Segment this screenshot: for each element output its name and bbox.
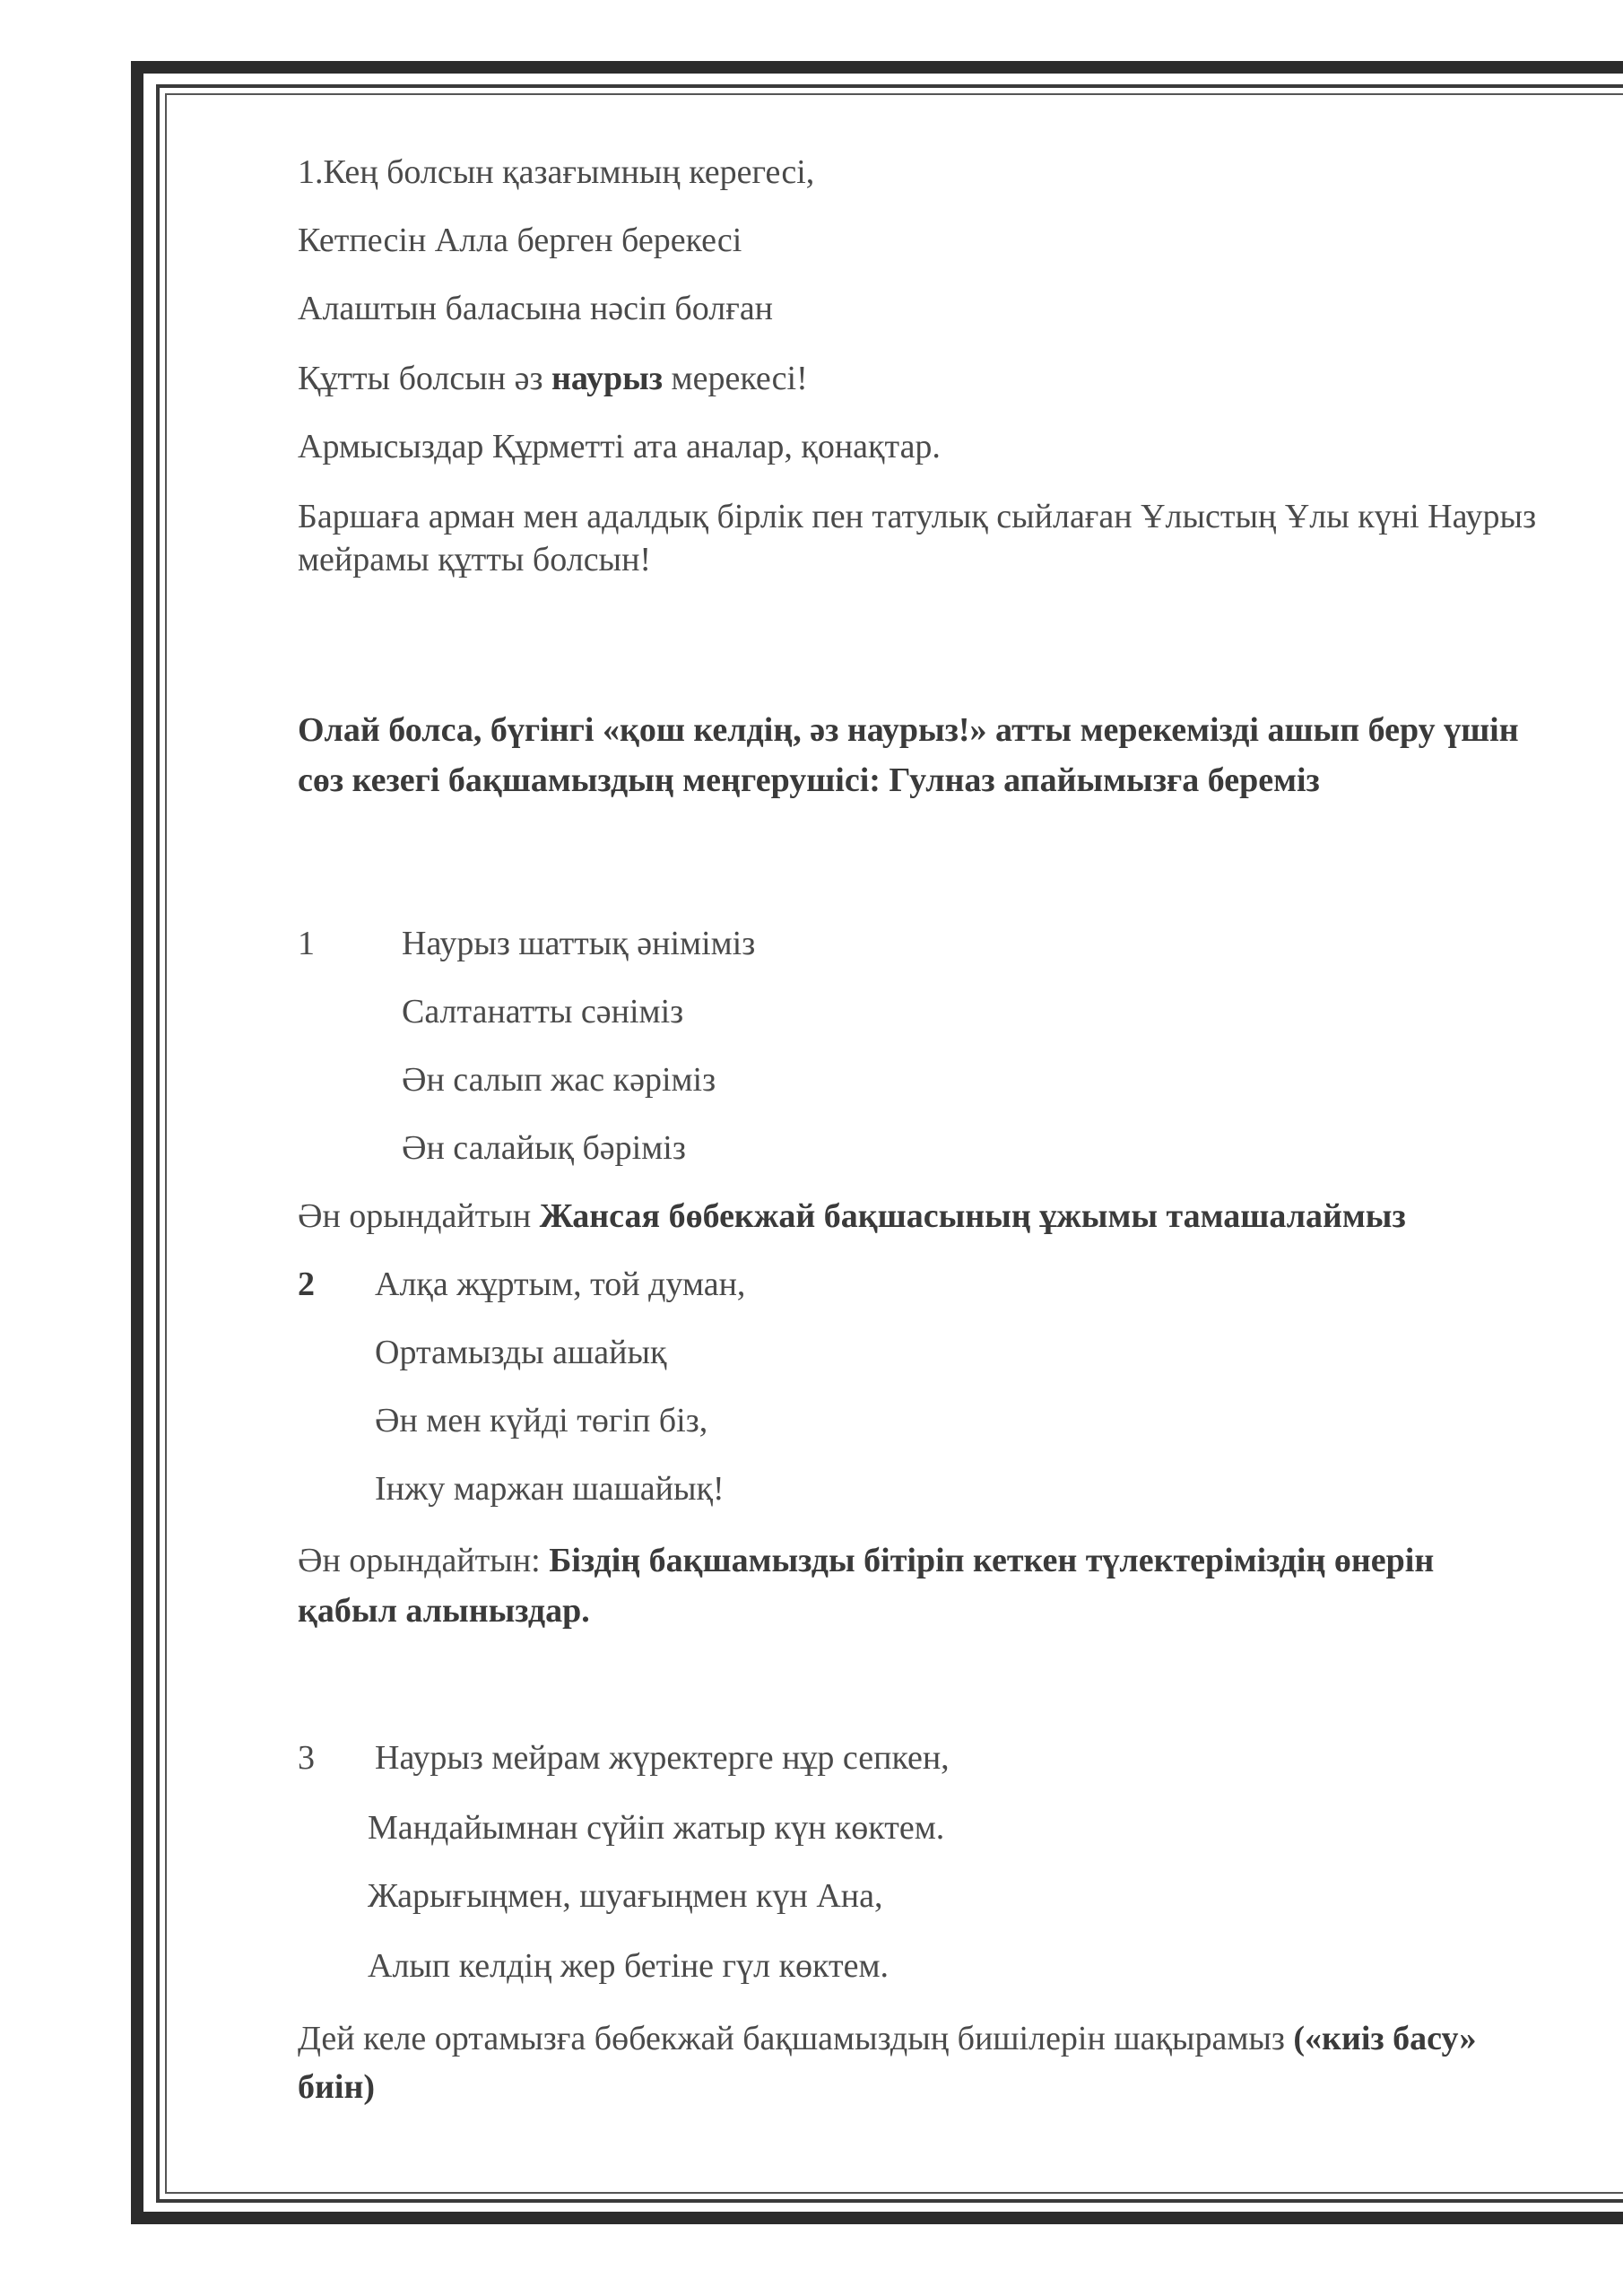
verse-3-line-4: Алып келдің жер бетіне гүл көктем.	[368, 1947, 890, 1985]
verse-2-line-1: Алқа жұртым, той думан,	[375, 1265, 746, 1303]
verse-1-line-4: Ән салайық бәріміз	[402, 1129, 686, 1167]
performance-1	[298, 1195, 1406, 1238]
intro-line-1: 1.Кең болсын қазағымның керегесі,	[298, 153, 815, 191]
intro-line-2: Кетпесін Алла берген берекесі	[298, 222, 742, 259]
performance-1-bold: Жансая бөбекжай бақшасының ұжымы тамашалаймыз	[539, 1197, 1406, 1235]
intro-line-4-post: мерекесі!	[663, 360, 808, 397]
closing-pre: Дей келе ортамызға бөбекжай бақшамыздың бишілерін шақырамыз	[298, 2020, 1294, 2057]
verse-3-number: 3	[298, 1739, 315, 1777]
performance-2-pre: Ән орындайтын:	[298, 1542, 550, 1579]
verse-3-line-2: Мандайымнан сүйіп жатыр күн көктем.	[368, 1809, 945, 1847]
intro-line-4-bold: наурыз	[551, 360, 664, 397]
performance-2-bold: Біздің бақшамызды бітіріп кеткен түлектеріміздің өнерін қабыл алыныздар.	[298, 1542, 1435, 1630]
performance-1-pre: Ән орындайтын	[298, 1197, 540, 1235]
intro-line-4-pre: Құтты болсын әз	[298, 360, 551, 397]
intro-greeting: Армысыздар Құрметті ата аналар, қонақтар.	[298, 428, 941, 465]
verse-1-number: 1	[298, 925, 315, 962]
verse-2-line-4: Інжу маржан шашайық!	[375, 1470, 725, 1508]
verse-1-line-2: Салтанатты сәніміз	[402, 993, 684, 1031]
announcement: Олай болса, бүгінгі «қош келдің, әз наурыз!» атты мерекемізді ашып беру үшін сөз кезегі бақшамыздың меңгерушісі: Гулназ апайымызға береміз	[298, 711, 1519, 799]
verse-3-line-3: Жарығыңмен, шуағыңмен күн Ана,	[368, 1877, 883, 1915]
verse-2-number: 2	[298, 1265, 315, 1303]
intro-line-3: Алаштын баласына нәсіп болған	[298, 290, 774, 327]
closing-invitation	[298, 2014, 1535, 2111]
verse-3-line-1: Наурыз мейрам жүректерге нұр сепкен,	[375, 1739, 950, 1777]
performance-2	[298, 1535, 1481, 1636]
verse-2-line-2: Ортамызды ашайық	[375, 1334, 667, 1371]
intro-line-4	[298, 357, 808, 400]
verse-1-line-3: Ән салып жас кәріміз	[402, 1061, 716, 1099]
closing-bold: («киіз басу» биін)	[298, 2020, 1477, 2106]
intro-wishes: Баршаға арман мен адалдық бірлік пен татулық сыйлаған Ұлыстың Ұлы күні Наурыз мейрамы құтты болсын!	[298, 498, 1537, 578]
verse-1-line-1: Наурыз шаттық әніміміз	[402, 925, 756, 962]
verse-2-line-3: Ән мен күйді төгіп біз,	[375, 1402, 708, 1439]
